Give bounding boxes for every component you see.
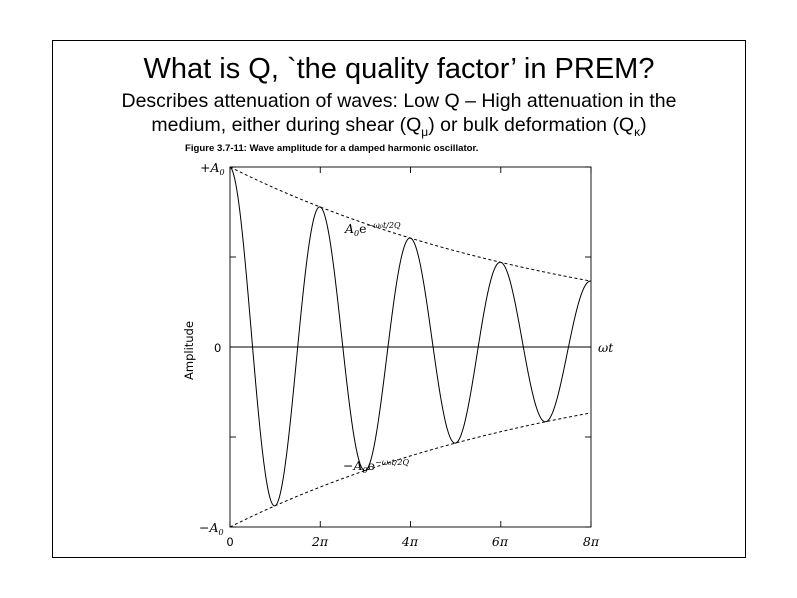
lower-env-label-sub: 0 [362, 466, 368, 475]
x-tick-2pi: 2π [311, 534, 329, 549]
subtitle-line-2-end: ) [640, 114, 647, 136]
subtitle-line-2-start: medium, either during shear (Q [151, 114, 422, 136]
lower-env-label-e: e [367, 458, 376, 473]
y-tick-plus-a0 [200, 160, 225, 177]
x-tick-4pi: 4π [401, 534, 419, 549]
y-tick-plus-a0-base: +A [200, 160, 220, 175]
upper-env-label-exponent: −ω₀t/2Q [366, 221, 401, 230]
damped-wave-curve [230, 167, 591, 506]
upper-envelope [230, 167, 591, 281]
subtitle-line-1: Describes attenuation of waves: Low Q – High attenuation in the [121, 90, 677, 112]
lower-envelope-label [343, 458, 409, 475]
figure-caption: Figure 3.7-11: Wave amplitude for a damped harmonic oscillator. [185, 143, 479, 154]
y-tick-plus-a0-sub: 0 [219, 168, 225, 177]
kappa-subscript: κ [634, 124, 641, 139]
mu-subscript: μ [421, 124, 429, 139]
subtitle-line-2-middle: ) or bulk deformation (Q [428, 114, 635, 136]
y-tick-zero: 0 [214, 341, 222, 355]
upper-env-label-sub: 0 [354, 229, 360, 238]
upper-env-label-e: e [359, 221, 367, 236]
lower-env-label-base: −A [343, 458, 363, 473]
x-tick-8pi: 8π [582, 534, 600, 549]
y-axis-label: Amplitude [182, 321, 196, 380]
y-tick-minus-a0 [199, 520, 224, 537]
upper-env-label-base: A [345, 221, 355, 236]
slide-title: What is Q, `the quality factor’ in PREM? [143, 53, 655, 85]
x-axis-label: ωt [598, 340, 614, 355]
x-tick-0: 0 [226, 535, 234, 549]
lower-env-label-exponent: −ω₀t/2Q [375, 458, 410, 467]
x-tick-6pi: 6π [491, 534, 509, 549]
y-tick-minus-a0-base: −A [199, 520, 219, 535]
upper-envelope-label [344, 221, 401, 238]
y-tick-minus-a0-sub: 0 [218, 528, 224, 537]
